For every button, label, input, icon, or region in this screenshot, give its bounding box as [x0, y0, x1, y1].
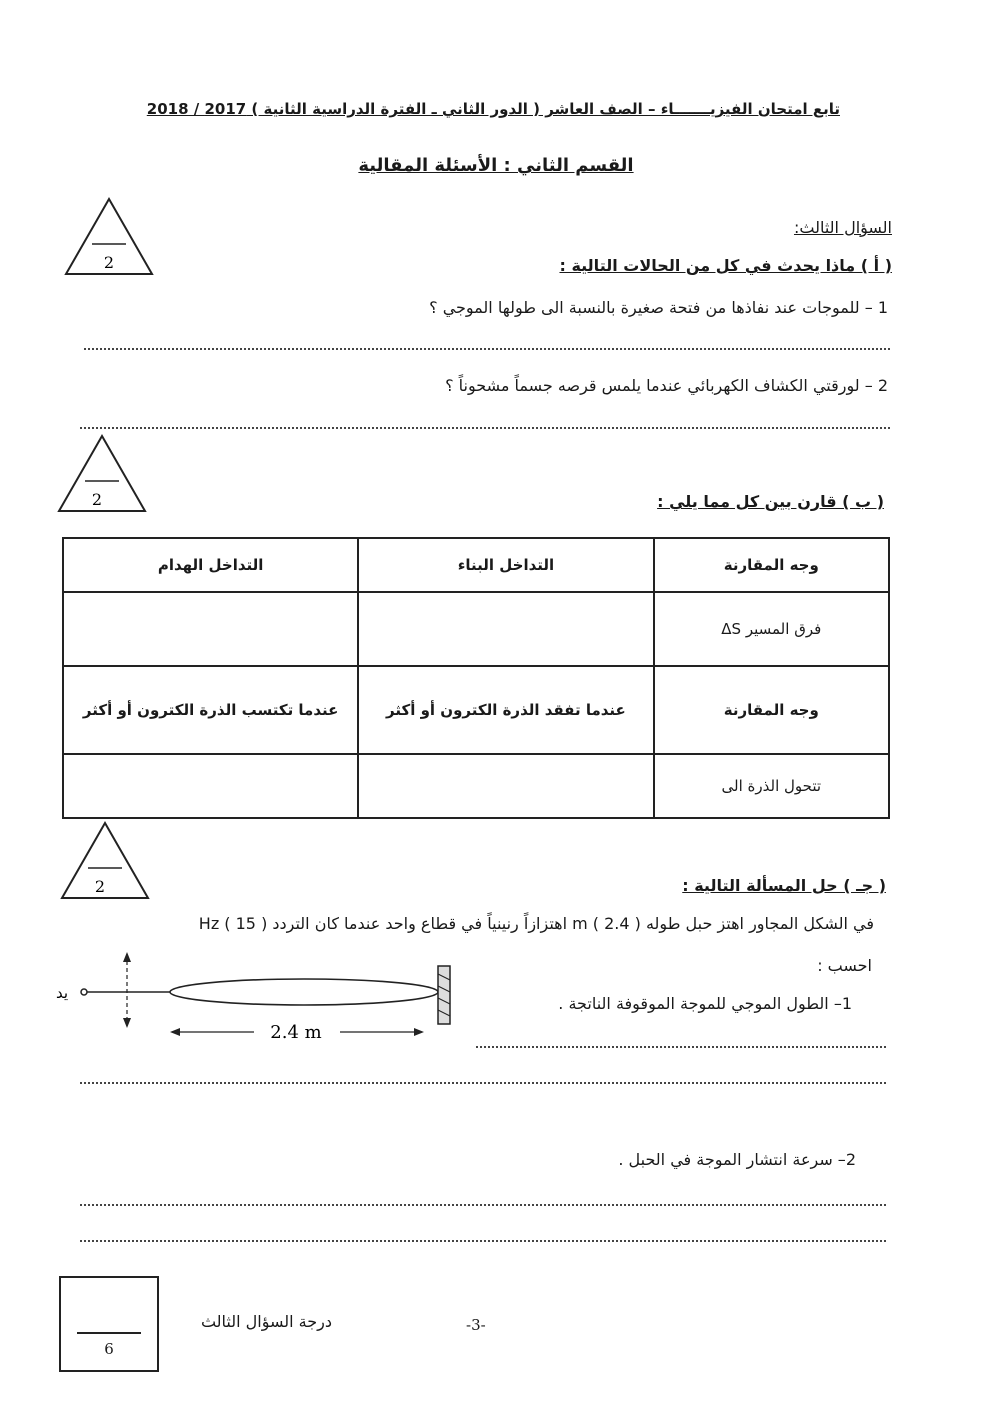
part-c-title: ( جـ ) حل المسألة التالية :: [682, 876, 886, 895]
marks-triangle-b: [55, 433, 149, 513]
table-cell: فرق المسير ΔS: [654, 592, 889, 666]
table-header-cell: التداخل البناء: [358, 538, 653, 592]
table-answer-cell[interactable]: [63, 592, 358, 666]
triangle-icon: [58, 820, 152, 900]
section-title: القسم الثاني : الأسئلة المقالية: [358, 155, 634, 176]
table-answer-cell[interactable]: [358, 754, 653, 818]
answer-line[interactable]: [80, 427, 890, 429]
marks-triangle-c: [58, 820, 152, 900]
total-label: درجة السؤال الثالث: [200, 1312, 332, 1331]
exam-header: تابع امتحان الفيزيـــــــاء – الصف العاشر ( الدور الثاني ـ الفترة الدراسية الثانية ) 2017 / 2018: [146, 100, 840, 118]
part-c-question-1: 1– الطول الموجي للموجة الموقوفة الناتجة .: [558, 994, 852, 1013]
table-answer-cell[interactable]: [358, 592, 653, 666]
answer-line[interactable]: [80, 1082, 886, 1084]
table-header-cell: التداخل الهدام: [63, 538, 358, 592]
table-header-cell: وجه المقارنة: [654, 538, 889, 592]
marks-b: 2: [91, 490, 103, 509]
table-cell: عندما تكتسب الذرة الكترون أو أكثر: [63, 666, 358, 754]
total-marks: 6: [104, 1340, 114, 1358]
compute-label: احسب :: [817, 956, 872, 975]
question-title: السؤال الثالث:: [793, 218, 892, 237]
answer-line[interactable]: [84, 348, 890, 350]
answer-line[interactable]: [80, 1240, 886, 1242]
triangle-icon: [62, 196, 156, 276]
comparison-table: [62, 537, 890, 819]
part-b-title: ( ب ) قارن بين كل مما يلي :: [657, 492, 884, 511]
part-c-question-2: 2– سرعة انتشار الموجة في الحبل .: [618, 1150, 856, 1169]
hand-label: يد: [56, 984, 69, 1002]
table-cell: تتحول الذرة الى: [654, 754, 889, 818]
page-number: -3-: [466, 1316, 486, 1334]
table-cell: وجه المقارنة: [654, 666, 889, 754]
triangle-icon: [55, 433, 149, 513]
length-label: 2.4 m: [270, 1022, 322, 1043]
table-header-row: [63, 538, 889, 592]
marks-triangle-a: [62, 196, 156, 276]
answer-line[interactable]: [476, 1046, 886, 1048]
part-a-question-1: 1 – للموجات عند نفاذها من فتحة صغيرة بالنسبة الى طولها الموجي ؟: [429, 298, 888, 317]
marks-a: 2: [103, 253, 115, 272]
part-a-title: ( أ ) ماذا يحدث في كل من الحالات التالية :: [559, 256, 892, 275]
table-answer-cell[interactable]: [63, 754, 358, 818]
part-a-question-2: 2 – لورقتي الكشاف الكهربائي عندما يلمس قرصه جسماً مشحوناً ؟: [445, 376, 888, 395]
marks-c: 2: [94, 877, 106, 896]
answer-line[interactable]: [80, 1204, 886, 1206]
total-score-box: [59, 1276, 159, 1372]
problem-statement: في الشكل المجاور اهتز حبل طوله m ( 2.4 ) اهتزازاً رنينياً في قطاع واحد عندما كان التردد Hz ( 15 ): [198, 914, 874, 933]
table-row: [63, 592, 889, 666]
table-cell: عندما تفقد الذرة الكترون أو أكثر: [358, 666, 653, 754]
table-row: [63, 666, 889, 754]
standing-wave-figure: [50, 950, 470, 1050]
table-row: [63, 754, 889, 818]
